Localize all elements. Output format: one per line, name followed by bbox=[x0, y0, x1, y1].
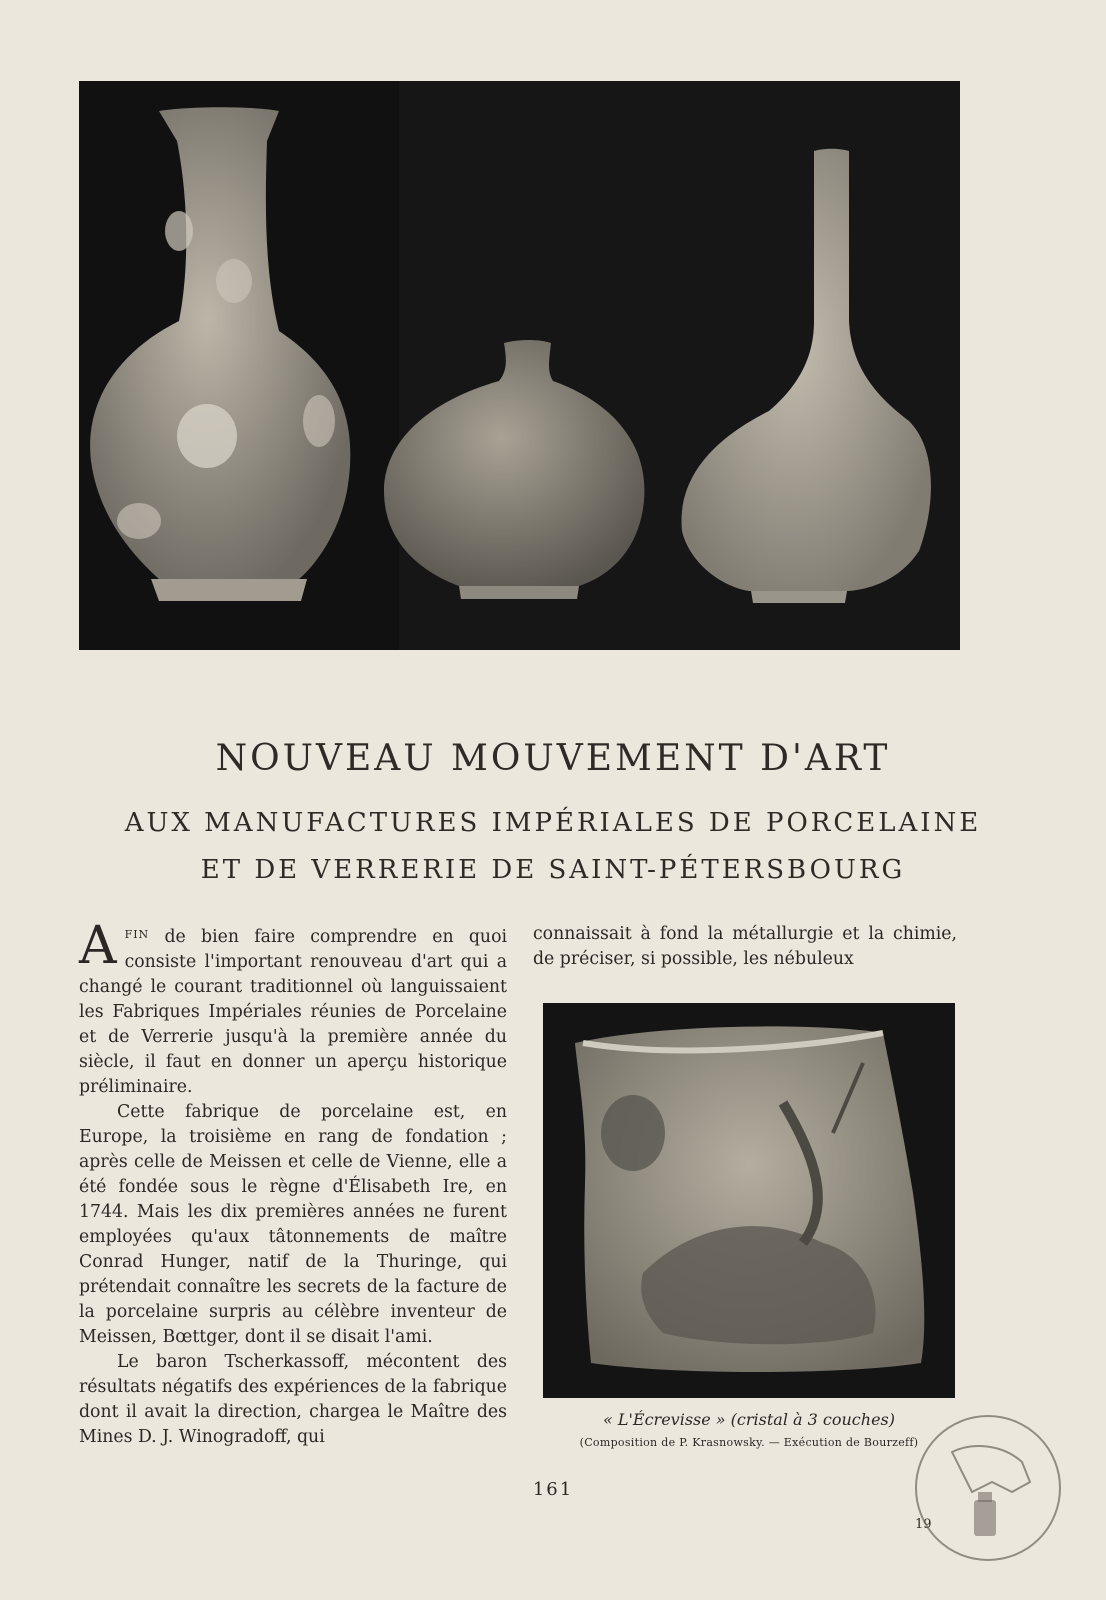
figure-credit: (Composition de P. Krasnowsky. — Exécution de Bourzeff) bbox=[579, 1436, 919, 1449]
paragraph-3: Le baron Tscherkassoff, mécontent des résultats négatifs des expériences de la fabrique dont il avait la direction, chargea le Maître des Mines D. J. Winogradoff, qui bbox=[79, 1352, 507, 1447]
text-column-left bbox=[79, 916, 507, 1450]
drop-cap: A bbox=[79, 916, 117, 976]
article-subtitle-line-1: AUX MANUFACTURES IMPÉRIALES DE PORCELAINE bbox=[124, 808, 982, 838]
article-title: NOUVEAU MOUVEMENT D'ART bbox=[215, 738, 891, 779]
small-caps-lead: FIN bbox=[124, 928, 150, 941]
photo-three-vases bbox=[79, 81, 960, 650]
photo-crystal-vase bbox=[543, 1003, 955, 1398]
paragraph-1 bbox=[79, 916, 507, 1100]
page-number: 161 bbox=[532, 1479, 574, 1500]
paragraph-2: Cette fabrique de porcelaine est, en Europe, la troisième en rang de fondation ; après celle de Meissen et celle de Vienne, elle a été fondée sous le règne d'Élisabeth Ire, en 1744. Mais les dix premières années ne furent employées qu'aux tâtonnements de maître Conrad Hunger, natif de la Thuringe, qui prétendait connaître les secrets de la facture de la porcelaine surpris au célèbre inventeur de Meissen, Bœttger, dont il se disait l'ami. bbox=[79, 1102, 507, 1347]
library-stamp-icon bbox=[912, 1412, 1064, 1564]
figure-caption: « L'Écrevisse » (cristal à 3 couches) bbox=[603, 1410, 895, 1429]
signature-mark: 19 bbox=[915, 1517, 932, 1532]
vases-image bbox=[79, 81, 960, 650]
crystal-vase-image bbox=[543, 1003, 955, 1398]
article-subtitle-line-2: ET DE VERRERIE DE SAINT-PÉTERSBOURG bbox=[200, 855, 906, 885]
text-column-right bbox=[533, 922, 957, 972]
paragraph-4: connaissait à fond la métallurgie et la chimie, de préciser, si possible, les nébuleux bbox=[533, 924, 957, 969]
paragraph-1-text: de bien faire comprendre en quoi consiste l'important renouveau d'art qui a changé le courant traditionnel où languissaient les Fabriques Impériales réunies de Porcelaine et de Verrerie jusqu'à la première année du siècle, il faut en donner un aperçu historique préliminaire. bbox=[79, 927, 507, 1097]
